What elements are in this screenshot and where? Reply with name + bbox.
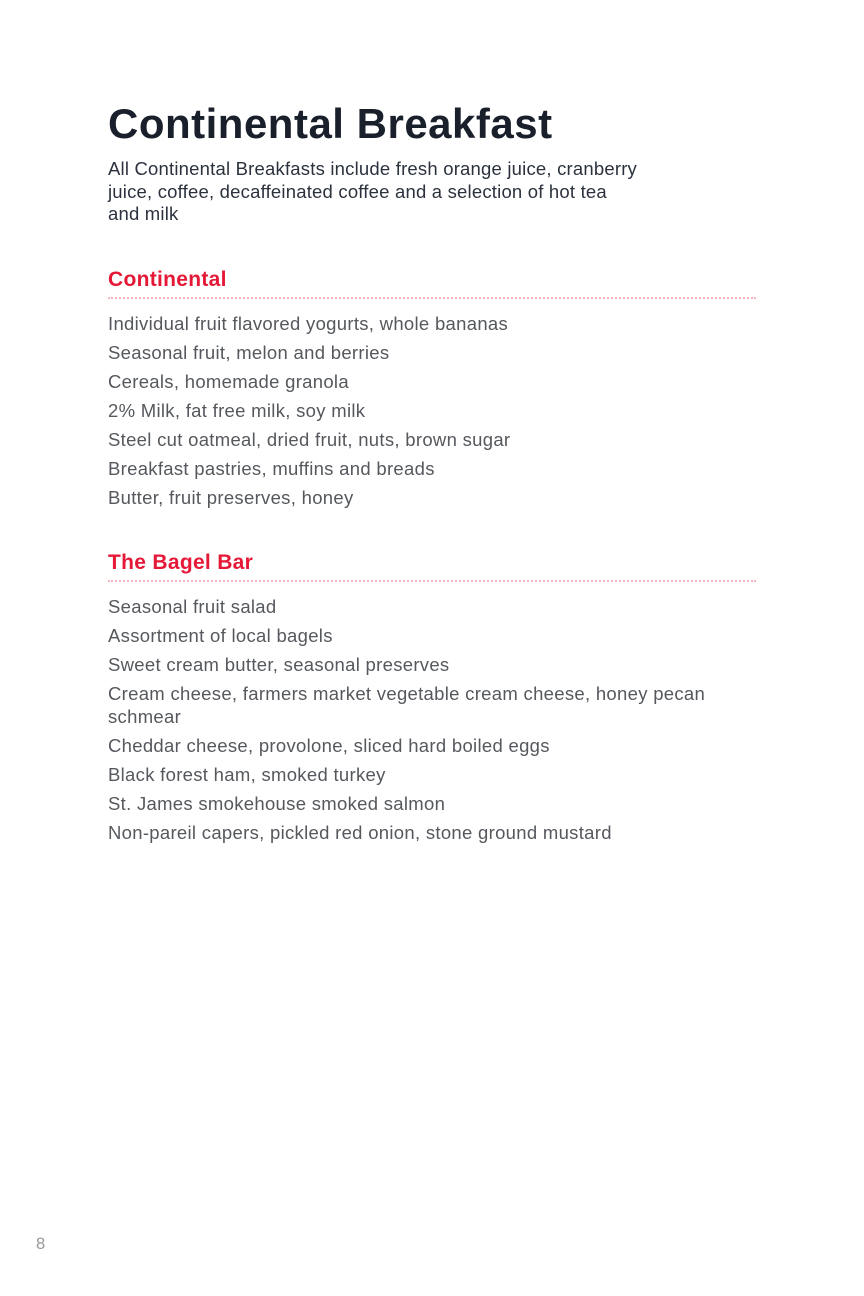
menu-item: 2% Milk, fat free milk, soy milk bbox=[108, 399, 366, 421]
menu-item: Assortment of local bagels bbox=[108, 624, 333, 646]
menu-item: Breakfast pastries, muffins and breads bbox=[108, 457, 435, 479]
menu-item: Seasonal fruit, melon and berries bbox=[108, 341, 390, 363]
menu-item-list bbox=[108, 595, 756, 844]
menu-item: Individual fruit flavored yogurts, whole bananas bbox=[108, 312, 509, 334]
section-heading: The Bagel Bar bbox=[108, 553, 756, 582]
menu-item: Cheddar cheese, provolone, sliced hard boiled eggs bbox=[108, 734, 550, 756]
menu-item-list bbox=[108, 312, 756, 509]
menu-item: Cream cheese, farmers market vegetable cream cheese, honey pecan schmear bbox=[108, 682, 706, 727]
menu-item: Butter, fruit preserves, honey bbox=[108, 486, 354, 508]
menu-item: Black forest ham, smoked turkey bbox=[108, 763, 386, 785]
section-heading: Continental bbox=[108, 270, 756, 299]
menu-item: Steel cut oatmeal, dried fruit, nuts, brown sugar bbox=[108, 428, 511, 450]
menu-section bbox=[108, 267, 756, 509]
menu-item: Sweet cream butter, seasonal preserves bbox=[108, 653, 450, 675]
menu-item: Non-pareil capers, pickled red onion, stone ground mustard bbox=[108, 821, 612, 843]
menu-sections bbox=[108, 267, 756, 844]
subtitle-line: All Continental Breakfasts include fresh orange juice, cranberry bbox=[108, 158, 638, 179]
page-number: 8 bbox=[36, 1235, 46, 1253]
menu-item: St. James smokehouse smoked salmon bbox=[108, 792, 446, 814]
menu-item: Cereals, homemade granola bbox=[108, 370, 349, 392]
page-title: Continental Breakfast bbox=[108, 100, 553, 147]
menu-section bbox=[108, 550, 756, 844]
subtitle-line: and milk bbox=[108, 203, 179, 224]
page-subtitle bbox=[108, 158, 756, 226]
menu-item: Seasonal fruit salad bbox=[108, 595, 277, 617]
subtitle-line: juice, coffee, decaffeinated coffee and a selection of hot tea bbox=[108, 180, 607, 202]
